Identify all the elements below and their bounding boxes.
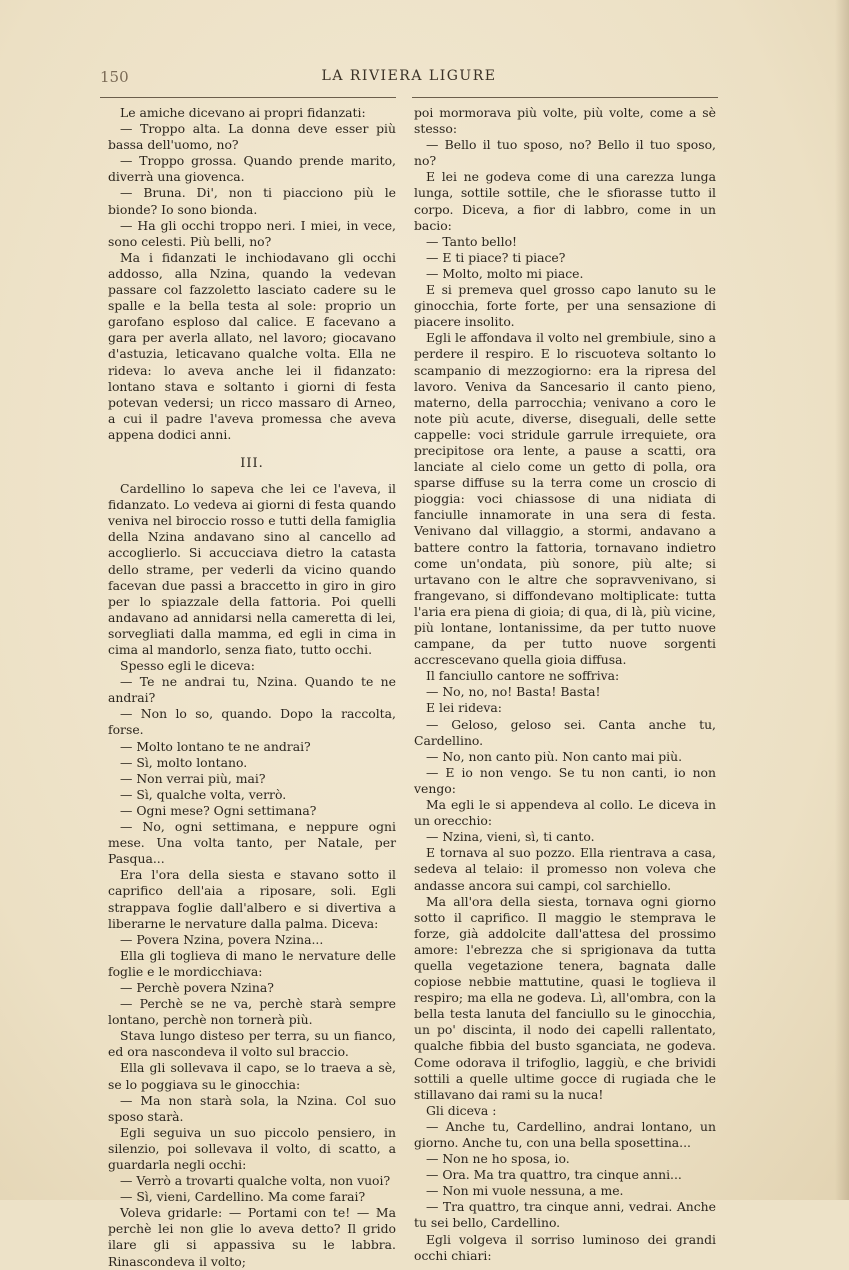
page-header — [100, 66, 718, 90]
paragraph: — Ha gli occhi troppo neri. I miei, in vece, sono celesti. Più belli, no? — [108, 217, 396, 249]
paragraph: — Geloso, geloso sei. Canta anche tu, Cardellino. — [414, 716, 716, 748]
paragraph: — Perchè povera Nzina? — [120, 979, 274, 995]
paragraph: — Tra quattro, tra cinque anni, vedrai. Anche tu sei bello, Cardellino. — [414, 1199, 716, 1231]
paragraph: Egli volgeva il sorriso luminoso dei grandi occhi chiari: — [414, 1231, 716, 1263]
paragraph: — E io non vengo. Se tu non canti, io non vengo: — [414, 764, 716, 796]
paragraph: — No, no, no! Basta! Basta! — [426, 684, 601, 700]
paragraph: — Bello il tuo sposo, no? Bello il tuo sposo, no? — [414, 137, 716, 169]
paragraph: — E ti piace? ti piace? — [426, 249, 566, 265]
paragraph: Il fanciullo cantore ne soffriva: — [426, 668, 620, 684]
paragraph: — Ogni mese? Ogni settimana? — [120, 802, 317, 818]
paragraph: E tornava al suo pozzo. Ella rientrava a casa, sedeva al telaio: il promesso non voleva che andasse ancora sui campi, col sarchiello. — [414, 845, 716, 893]
paragraph: — Sì, qualche volta, verrò. — [120, 786, 287, 802]
paragraph: — Troppo grossa. Quando prende marito, diverrà una giovenca. — [108, 153, 396, 185]
page-edge-shadow — [835, 0, 849, 1200]
paragraph: Stava lungo disteso per terra, su un fianco, ed ora nascondeva il volto sul braccio. — [108, 1028, 396, 1060]
paragraph: Voleva gridarle: — Portami con te! — Ma perchè lei non glie lo aveva detto? Il grido ilare gli si appassiva su le labbra. Rinascondeva il volto; — [108, 1205, 396, 1269]
running-title: LA RIVIERA LIGURE — [321, 68, 497, 84]
paragraph: poi mormorava più volte, più volte, come a sè stesso: — [414, 105, 716, 137]
paragraph: Ella gli toglieva di mano le nervature delle foglie e le mordicchiava: — [108, 947, 396, 979]
paragraph: — Sì, vieni, Cardellino. Ma come farai? — [120, 1189, 366, 1205]
paragraph: — Nzina, vieni, sì, ti canto. — [426, 829, 595, 845]
paragraph: — Bruna. Di', non ti piacciono più le bionde? Io sono bionda. — [108, 185, 396, 217]
left-column-part-two — [108, 481, 396, 1270]
header-rule-right — [412, 97, 718, 98]
paragraph: Gli diceva : — [426, 1102, 497, 1118]
paragraph: — Ma non starà sola, la Nzina. Col suo sposo starà. — [108, 1092, 396, 1124]
paragraph: Era l'ora della siesta e stavano sotto il caprifico dell'aia a riposare, soli. Egli strappava foglie dall'albero e si divertiva a liberarne le nervature dalla palma. Diceva: — [108, 867, 396, 931]
paragraph: — Troppo alta. La donna deve esser più bassa dell'uomo, no? — [108, 121, 396, 153]
paragraph: — Perchè se ne va, perchè starà sempre lontano, perchè non tornerà più. — [108, 996, 396, 1028]
paragraph: Spesso egli le diceva: — [120, 658, 255, 674]
paragraph: — Anche tu, Cardellino, andrai lontano, un giorno. Anche tu, con una bella sposettina... — [414, 1118, 716, 1150]
paragraph: — Sì, molto lontano. — [120, 754, 248, 770]
paragraph: — Verrò a trovarti qualche volta, non vuoi? — [120, 1173, 391, 1189]
right-column — [414, 105, 716, 1264]
paragraph: — Te ne andrai tu, Nzina. Quando te ne andrai? — [108, 674, 396, 706]
paragraph: Cardellino lo sapeva che lei ce l'aveva, il fidanzato. Lo vedeva ai giorni di festa quando veniva nel biroccio rosso e tutti della famiglia della Nzina andavano sino al cancello ad accoglierlo. Si accucciava dietro la catasta dello strame, per vederli da vicino quando facevan due passi a braccetto in giro in giro per lo spiazzale della fattoria. Poi quelli andavano ad annidarsi nella cameretta di lei, sorvegliati dalla mamma, ed egli in cima in cima al mandorlo, senza fiato, tutto occhi. — [108, 481, 396, 657]
left-column — [108, 105, 396, 1270]
paragraph: — Ora. Ma tra quattro, tra cinque anni... — [426, 1167, 682, 1183]
paragraph: E si premeva quel grosso capo lanuto su le ginocchia, forte forte, per una sensazione di piacere insolito. — [414, 282, 716, 330]
paragraph: — Povera Nzina, povera Nzina... — [120, 931, 324, 947]
paragraph: — Molto lontano te ne andrai? — [120, 738, 311, 754]
paragraph: E lei ne godeva come di una carezza lunga lunga, sottile sottile, che le sfiorasse tutto il corpo. Diceva, a fior di labbro, come in un bacio: — [414, 169, 716, 233]
paragraph: — Non ne ho sposa, io. — [426, 1151, 570, 1167]
paragraph: Le amiche dicevano ai propri fidanzati: — [120, 105, 366, 120]
page-number: 150 — [100, 68, 129, 86]
paragraph: E lei rideva: — [426, 700, 502, 716]
paragraph: Egli seguiva un suo piccolo pensiero, in silenzio, poi sollevava il volto, di scatto, a guardarla negli occhi: — [108, 1124, 396, 1172]
paragraph: Ma i fidanzati le inchiodavano gli occhi addosso, alla Nzina, quando la vedevan passare col fazzoletto lasciato cadere su le spalle e la bella testa al sole: proprio un garofano esploso dal calice. E facevano a gara per averla allato, nel lavoro; giocavano d'astuzia, leticavano qualche volta. Ella ne rideva: lo aveva anche lei il fidanzato: lontano stava e soltanto i giorni di festa potevan vedersi; un ricco massaro di Arneo, a cui il padre l'aveva promessa che aveva appena dodici anni. — [108, 249, 396, 442]
paragraph: — Non verrai più, mai? — [120, 770, 266, 786]
right-column-text — [414, 105, 716, 1264]
paragraph: — Molto, molto mi piace. — [426, 265, 584, 281]
paragraph: Egli le affondava il volto nel grembiule, sino a perdere il respiro. E lo riscuoteva soltanto lo scampanio di mezzogiorno: era la ripresa del lavoro. Veniva da Sancesario il canto pieno, materno, della parrocchia; venivano a coro le note più acute, diverse, diseguali, delle sette cappelle: voci stridule garrule irrequiete, ora precipitose ora lente, a pause a scatti, ora lanciate al cielo come un getto di polla, ora sparse diffuse su la terra come un croscio di pioggia: voci chiassose di una nidiata di fanciulle innamorate in una sera di festa. Venivano dal villaggio, a stormi, andavano a battere contro la fattoria, tornavano indietro come un'ondata, più sonore, più alte; si urtavano con le altre che sopravvenivano, si frangevano, si diffondevano moltiplicate: tutta l'aria era piena di gioia; di qua, di là, più vicine, più lontane, lontanissime, da per tutto nuove campane, da per tutto nuove sorgenti accrescevano quella gioia diffusa. — [414, 330, 716, 668]
paragraph: — Tanto bello! — [426, 233, 518, 249]
header-rule-left — [100, 97, 396, 98]
paragraph: — Non mi vuole nessuna, a me. — [426, 1183, 624, 1199]
paragraph: Ma all'ora della siesta, tornava ogni giorno sotto il caprifico. Il maggio le stemprava le forze, già addolcite dall'attesa del prossimo amore: l'ebrezza che si sprigionava da tutta quella vegetazione tenera, bagnata dalle copiose nebbie mattutine, quasi le toglieva il respiro; ma ella ne godeva. Lì, all'ombra, con la bella testa lanuta del fanciullo su le ginocchia, un po' discinta, il nodo dei capelli rallentato, qualche fibbia del busto sganciata, ne godeva. Come odorava il trifoglio, laggiù, e che brividi sottili a quelle ultime gocce di rugiada che le stillavano dai rami su la nuca! — [414, 893, 716, 1102]
paragraph: Ella gli sollevava il capo, se lo traeva a sè, se lo poggiava su le ginocchia: — [108, 1060, 396, 1092]
paragraph: Ma egli le si appendeva al collo. Le diceva in un orecchio: — [414, 797, 716, 829]
left-column-part-one — [108, 105, 396, 443]
paragraph: — No, non canto più. Non canto mai più. — [426, 748, 683, 764]
paragraph: — Non lo so, quando. Dopo la raccolta, forse. — [108, 706, 396, 738]
paragraph: — No, ogni settimana, e neppure ogni mese. Una volta tanto, per Natale, per Pasqua... — [108, 819, 396, 867]
section-heading: III. — [240, 455, 264, 471]
